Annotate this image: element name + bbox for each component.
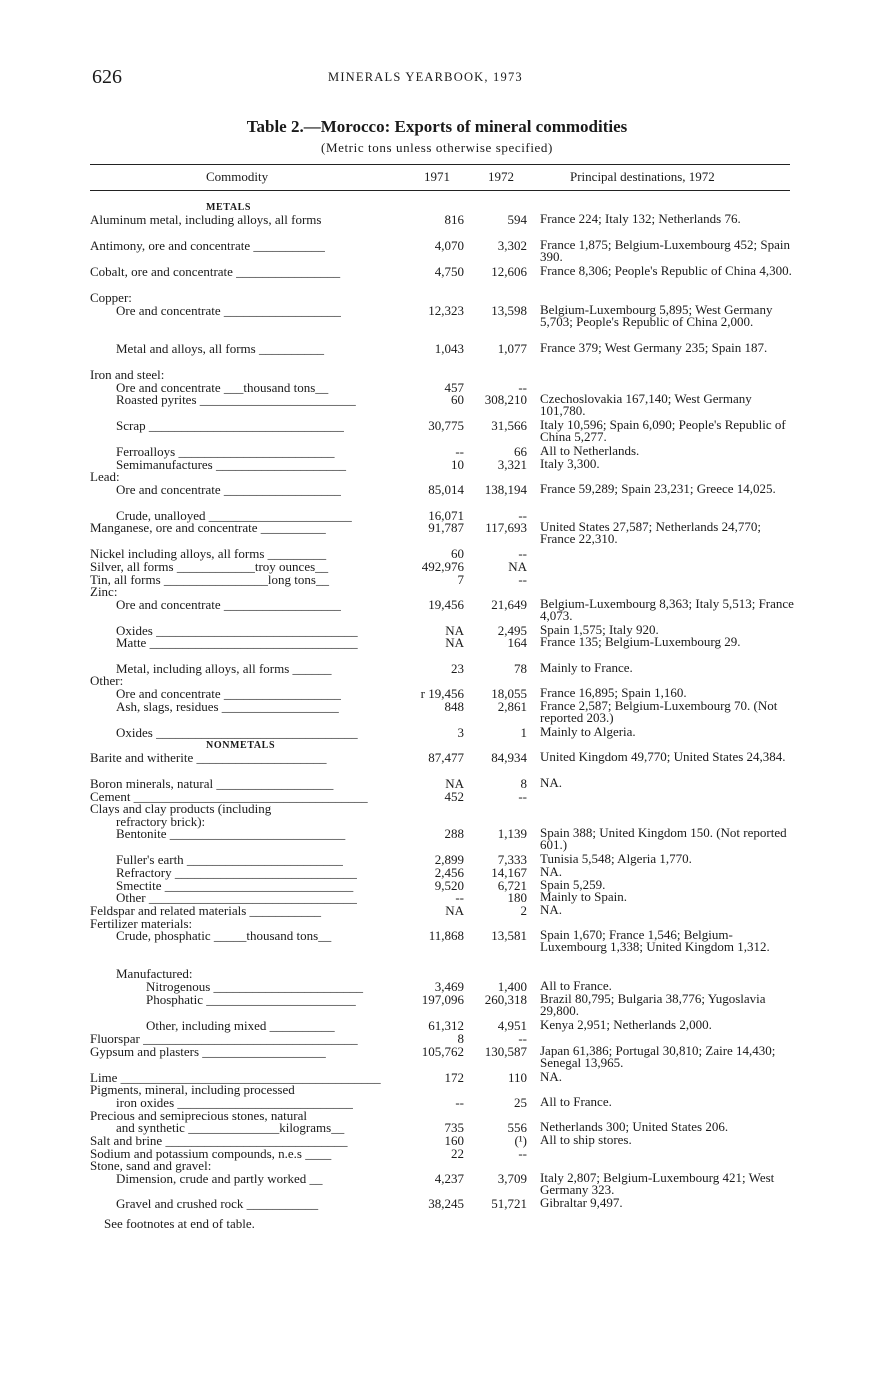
- commodity-cell: Ore and concentrate __________________: [116, 687, 341, 701]
- value-1971-cell: NA: [445, 776, 464, 791]
- table-title: Table 2.—Morocco: Exports of mineral commodities: [246, 117, 628, 136]
- value-1971-cell: 60: [451, 392, 464, 407]
- destinations-cell: Spain 1,670; France 1,546; Belgium-Luxembourg 1,338; United Kingdom 1,312.: [540, 927, 770, 955]
- commodity-cell: iron oxides ___________________________: [116, 1096, 353, 1110]
- value-1971-cell: 85,014: [428, 482, 464, 497]
- table-row: [0, 596, 874, 624]
- table-row: [0, 391, 874, 419]
- column-header-1972: 1972: [488, 169, 514, 184]
- commodity-cell: Ore and concentrate __________________: [116, 304, 341, 318]
- commodity-cell: Ore and concentrate ___thousand tons__: [116, 381, 329, 395]
- table-row: [0, 483, 874, 497]
- value-1971-cell: 105,762: [421, 1044, 464, 1059]
- table-row: [0, 636, 874, 650]
- commodity-cell: Nickel including alloys, all forms _________: [90, 547, 327, 561]
- value-1971-cell: 1,043: [434, 341, 464, 356]
- table-row: [0, 991, 874, 1019]
- table-row: [0, 302, 874, 330]
- value-1971-cell: 61,312: [428, 1018, 464, 1033]
- destinations-cell: France 16,895; Spain 1,160.: [540, 685, 687, 700]
- commodity-cell: Barite and witherite ____________________: [90, 751, 327, 765]
- commodity-cell: Lead:: [90, 470, 120, 484]
- destinations-cell: Spain 1,575; Italy 920.: [540, 622, 659, 637]
- commodity-cell: Other, including mixed __________: [146, 1019, 335, 1033]
- value-1972-cell: NA: [508, 559, 527, 574]
- value-1972-cell: --: [518, 508, 527, 523]
- value-1971-cell: 19,456: [428, 597, 464, 612]
- table-row: [0, 560, 874, 574]
- value-1972-cell: 1,139: [497, 826, 527, 841]
- table-row: [0, 726, 874, 740]
- destinations-cell: Netherlands 300; United States 206.: [540, 1119, 729, 1134]
- table-row: [0, 777, 874, 791]
- table-row: [0, 445, 874, 459]
- commodity-cell: Semimanufactures ____________________: [116, 458, 346, 472]
- commodity-cell: Fluorspar _________________________________: [90, 1032, 358, 1046]
- destinations-cell: France 1,875; Belgium-Luxembourg 452; Spain 390.: [540, 237, 790, 265]
- commodity-cell: Oxides _______________________________: [116, 726, 358, 740]
- value-1972-cell: 110: [507, 1070, 527, 1085]
- table-row: [0, 1043, 874, 1071]
- value-1972-cell: 31,566: [491, 418, 527, 433]
- commodity-cell: Other ________________________________: [116, 891, 357, 905]
- commodity-cell: Smectite _____________________________: [116, 879, 354, 893]
- table-row: [0, 417, 874, 445]
- value-1972-cell: 8: [520, 776, 527, 791]
- commodity-cell: Bentonite ___________________________: [116, 827, 346, 841]
- table-row: [0, 1096, 874, 1110]
- table-row: [0, 698, 874, 726]
- commodity-cell: Dimension, crude and partly worked __: [116, 1172, 323, 1186]
- value-1972-cell: 1: [520, 725, 527, 740]
- value-1972-cell: 21,649: [491, 597, 527, 612]
- table-row: [0, 342, 874, 356]
- commodity-cell: Manufactured:: [116, 967, 193, 981]
- destinations-cell: France 59,289; Spain 23,231; Greece 14,025.: [540, 481, 776, 496]
- table-row: [0, 825, 874, 853]
- table-row: [0, 891, 874, 905]
- commodity-cell: Cement ____________________________________: [90, 790, 368, 804]
- value-1972-cell: 117,693: [485, 520, 527, 535]
- commodity-cell: Zinc:: [90, 585, 118, 599]
- value-1972-cell: 260,318: [484, 992, 527, 1007]
- value-1971-cell: 492,976: [421, 559, 464, 574]
- commodity-cell: Silver, all forms ____________troy ounces__: [90, 560, 329, 574]
- commodity-cell: Ore and concentrate __________________: [116, 598, 341, 612]
- destinations-cell: Italy 10,596; Spain 6,090; People's Republic of China 5,277.: [540, 417, 786, 445]
- commodity-cell: Iron and steel:: [90, 368, 165, 382]
- value-1972-cell: 594: [507, 212, 527, 227]
- commodity-cell: Fertilizer materials:: [90, 917, 193, 931]
- value-1971-cell: 2,899: [434, 852, 464, 867]
- commodity-cell: Antimony, ore and concentrate ___________: [90, 239, 325, 253]
- destinations-cell: France 224; Italy 132; Netherlands 76.: [540, 211, 741, 226]
- value-1971-cell: --: [455, 444, 464, 459]
- commodity-cell: Salt and brine ____________________________: [90, 1134, 348, 1148]
- value-1971-cell: 91,787: [428, 520, 464, 535]
- destinations-cell: NA.: [540, 902, 563, 917]
- destinations-cell: Mainly to Algeria.: [540, 724, 636, 739]
- commodity-cell: refractory brick):: [116, 815, 206, 829]
- table-row: [0, 751, 874, 765]
- destinations-cell: Brazil 80,795; Bulgaria 38,776; Yugoslavia 29,800.: [540, 991, 766, 1019]
- value-1971-cell: 7: [457, 572, 464, 587]
- destinations-cell: Czechoslovakia 167,140; West Germany 101,780.: [540, 391, 752, 419]
- table-row: [0, 1019, 874, 1033]
- destinations-cell: All to France.: [540, 1094, 612, 1109]
- table-row: [0, 1170, 874, 1198]
- commodity-cell: Clays and clay products (including: [90, 802, 272, 816]
- commodity-cell: Gravel and crushed rock ___________: [116, 1197, 319, 1211]
- value-1971-cell: 288: [444, 826, 464, 841]
- column-header-commodity: Commodity: [206, 169, 269, 184]
- value-1971-cell: 735: [444, 1120, 464, 1135]
- table-row: [0, 1134, 874, 1148]
- value-1971-cell: NA: [445, 903, 464, 918]
- value-1971-cell: --: [455, 1095, 464, 1110]
- table-row: [0, 519, 874, 547]
- column-header-destinations: Principal destinations, 1972: [570, 169, 715, 184]
- value-1971-cell: 10: [451, 457, 464, 472]
- table-row: [0, 1083, 874, 1097]
- destinations-cell: Belgium-Luxembourg 8,363; Italy 5,513; France 4,073.: [540, 596, 794, 624]
- commodity-cell: Manganese, ore and concentrate __________: [90, 521, 326, 535]
- value-1971-cell: 16,071: [428, 508, 464, 523]
- value-1972-cell: --: [518, 546, 527, 561]
- table-row: [0, 1121, 874, 1135]
- commodity-cell: Ferroalloys ________________________: [116, 445, 335, 459]
- commodity-cell: Aluminum metal, including alloys, all forms: [90, 213, 322, 227]
- value-1971-cell: 60: [451, 546, 464, 561]
- value-1971-cell: 38,245: [428, 1196, 464, 1211]
- value-1972-cell: 308,210: [484, 392, 527, 407]
- commodity-cell: and synthetic ______________kilograms__: [116, 1121, 345, 1135]
- value-1971-cell: 816: [444, 212, 464, 227]
- value-1972-cell: 12,606: [491, 264, 527, 279]
- destinations-cell: Japan 61,386; Portugal 30,810; Zaire 14,430; Senegal 13,965.: [540, 1043, 776, 1071]
- table-header-rule: [90, 190, 790, 191]
- value-1972-cell: 51,721: [491, 1196, 527, 1211]
- page-number: 626: [92, 66, 122, 88]
- commodity-cell: Crude, unalloyed ______________________: [116, 509, 352, 523]
- value-1971-cell: 11,868: [428, 928, 464, 943]
- table-row: [0, 927, 874, 955]
- value-1972-cell: --: [518, 789, 527, 804]
- commodity-cell: Oxides _______________________________: [116, 624, 358, 638]
- value-1972-cell: 18,055: [491, 686, 527, 701]
- value-1971-cell: --: [455, 890, 464, 905]
- section-heading: METALS: [206, 202, 252, 213]
- running-title: MINERALS YEARBOOK, 1973: [328, 70, 523, 84]
- destinations-cell: Kenya 2,951; Netherlands 2,000.: [540, 1017, 712, 1032]
- value-1972-cell: 25: [514, 1095, 527, 1110]
- value-1972-cell: 3,709: [497, 1171, 527, 1186]
- value-1971-cell: NA: [445, 635, 464, 650]
- value-1972-cell: 3,302: [497, 238, 527, 253]
- commodity-cell: Boron minerals, natural __________________: [90, 777, 334, 791]
- value-1971-cell: 4,237: [434, 1171, 464, 1186]
- commodity-cell: Ash, slags, residues __________________: [116, 700, 339, 714]
- destinations-cell: United Kingdom 49,770; United States 24,384.: [540, 749, 786, 764]
- commodity-cell: Tin, all forms ________________long tons__: [90, 573, 329, 587]
- value-1972-cell: 84,934: [491, 750, 527, 765]
- table-top-rule: [90, 164, 790, 165]
- commodity-cell: Metal and alloys, all forms __________: [116, 342, 324, 356]
- value-1972-cell: 1,400: [497, 979, 527, 994]
- value-1972-cell: --: [518, 380, 527, 395]
- value-1972-cell: 13,581: [491, 928, 527, 943]
- value-1971-cell: 160: [444, 1133, 464, 1148]
- destinations-cell: All to Netherlands.: [540, 443, 640, 458]
- destinations-cell: France 135; Belgium-Luxembourg 29.: [540, 634, 741, 649]
- commodity-cell: Roasted pyrites ________________________: [116, 393, 356, 407]
- commodity-cell: Stone, sand and gravel:: [90, 1159, 212, 1173]
- commodity-cell: Other:: [90, 674, 124, 688]
- value-1972-cell: 2,861: [497, 699, 527, 714]
- destinations-cell: All to France.: [540, 978, 612, 993]
- value-1971-cell: 2,456: [434, 865, 464, 880]
- value-1972-cell: 7,333: [497, 852, 527, 867]
- value-1971-cell: 23: [451, 661, 464, 676]
- destinations-cell: France 2,587; Belgium-Luxembourg 70. (Not reported 203.): [540, 698, 778, 726]
- destinations-cell: NA.: [540, 775, 563, 790]
- value-1971-cell: 12,323: [428, 303, 464, 318]
- commodity-cell: Matte ________________________________: [116, 636, 358, 650]
- value-1972-cell: 66: [514, 444, 527, 459]
- value-1971-cell: r 19,456: [420, 686, 464, 701]
- value-1972-cell: 78: [514, 661, 527, 676]
- table-row: [0, 265, 874, 279]
- commodity-cell: Precious and semiprecious stones, natural: [90, 1109, 307, 1123]
- section-heading: NONMETALS: [206, 740, 276, 751]
- commodity-cell: Ore and concentrate __________________: [116, 483, 341, 497]
- value-1972-cell: 14,167: [491, 865, 527, 880]
- footer-note: See footnotes at end of table.: [104, 1216, 255, 1231]
- commodity-cell: Cobalt, ore and concentrate ________________: [90, 265, 341, 279]
- table-row: [0, 368, 874, 382]
- value-1972-cell: 6,721: [497, 878, 527, 893]
- destinations-cell: Italy 3,300.: [540, 456, 600, 471]
- value-1972-cell: 1,077: [497, 341, 527, 356]
- commodity-cell: Copper:: [90, 291, 132, 305]
- destinations-cell: Tunisia 5,548; Algeria 1,770.: [540, 851, 692, 866]
- value-1972-cell: (¹): [514, 1133, 527, 1148]
- table-row: [0, 904, 874, 918]
- value-1972-cell: 180: [507, 890, 527, 905]
- value-1972-cell: 556: [507, 1120, 527, 1135]
- value-1971-cell: 87,477: [428, 750, 464, 765]
- destinations-cell: Italy 2,807; Belgium-Luxembourg 421; West Germany 323.: [540, 1170, 775, 1198]
- destinations-cell: France 8,306; People's Republic of China 4,300.: [540, 263, 792, 278]
- table-row: [0, 237, 874, 265]
- destinations-cell: Mainly to France.: [540, 660, 633, 675]
- commodity-cell: Pigments, mineral, including processed: [90, 1083, 295, 1097]
- value-1971-cell: 30,775: [428, 418, 464, 433]
- value-1971-cell: 3,469: [434, 979, 464, 994]
- commodity-cell: Gypsum and plasters ___________________: [90, 1045, 326, 1059]
- value-1971-cell: 9,520: [434, 878, 464, 893]
- table-row: [0, 802, 874, 816]
- value-1971-cell: 4,070: [434, 238, 464, 253]
- commodity-cell: Scrap ______________________________: [116, 419, 344, 433]
- destinations-cell: Spain 5,259.: [540, 877, 606, 892]
- commodity-cell: Refractory ____________________________: [116, 866, 357, 880]
- commodity-cell: Lime ________________________________________: [90, 1071, 381, 1085]
- destinations-cell: France 379; West Germany 235; Spain 187.: [540, 340, 768, 355]
- commodity-cell: Phosphatic _______________________: [146, 993, 356, 1007]
- value-1972-cell: 130,587: [484, 1044, 527, 1059]
- commodity-cell: Sodium and potassium compounds, n.e.s ____: [90, 1147, 332, 1161]
- value-1972-cell: --: [518, 1146, 527, 1161]
- table-subtitle: (Metric tons unless otherwise specified): [321, 140, 553, 155]
- value-1972-cell: 138,194: [484, 482, 527, 497]
- value-1971-cell: 8: [457, 1031, 464, 1046]
- value-1972-cell: 2,495: [497, 623, 527, 638]
- value-1972-cell: 4,951: [497, 1018, 527, 1033]
- page-header: [92, 66, 814, 90]
- commodity-cell: Nitrogenous _______________________: [146, 980, 364, 994]
- destinations-cell: NA.: [540, 1069, 563, 1084]
- value-1971-cell: 452: [444, 789, 464, 804]
- destinations-cell: Mainly to Spain.: [540, 889, 628, 904]
- value-1972-cell: 13,598: [491, 303, 527, 318]
- table-row: [0, 1197, 874, 1211]
- value-1971-cell: 172: [444, 1070, 464, 1085]
- value-1972-cell: 3,321: [497, 457, 527, 472]
- value-1971-cell: 4,750: [434, 264, 464, 279]
- commodity-cell: Crude, phosphatic _____thousand tons__: [116, 929, 332, 943]
- commodity-cell: Fuller's earth ________________________: [116, 853, 343, 867]
- destinations-cell: Gibraltar 9,497.: [540, 1195, 623, 1210]
- value-1971-cell: 457: [444, 380, 464, 395]
- destinations-cell: Spain 388; United Kingdom 150. (Not reported 601.): [540, 825, 787, 853]
- destinations-cell: United States 27,587; Netherlands 24,770; France 22,310.: [540, 519, 761, 547]
- value-1971-cell: 22: [451, 1146, 464, 1161]
- value-1971-cell: 848: [444, 699, 464, 714]
- value-1972-cell: --: [518, 572, 527, 587]
- commodity-cell: Feldspar and related materials ___________: [90, 904, 322, 918]
- value-1971-cell: NA: [445, 623, 464, 638]
- destinations-cell: All to ship stores.: [540, 1132, 632, 1147]
- value-1971-cell: 3: [457, 725, 464, 740]
- value-1972-cell: --: [518, 1031, 527, 1046]
- value-1971-cell: 197,096: [421, 992, 464, 1007]
- column-header-1971: 1971: [424, 169, 450, 184]
- destinations-cell: NA.: [540, 864, 563, 879]
- value-1972-cell: 164: [507, 635, 527, 650]
- table-row: [0, 213, 874, 227]
- value-1972-cell: 2: [520, 903, 527, 918]
- commodity-cell: Metal, including alloys, all forms ______: [116, 662, 332, 676]
- destinations-cell: Belgium-Luxembourg 5,895; West Germany 5,703; People's Republic of China 2,000.: [540, 302, 773, 330]
